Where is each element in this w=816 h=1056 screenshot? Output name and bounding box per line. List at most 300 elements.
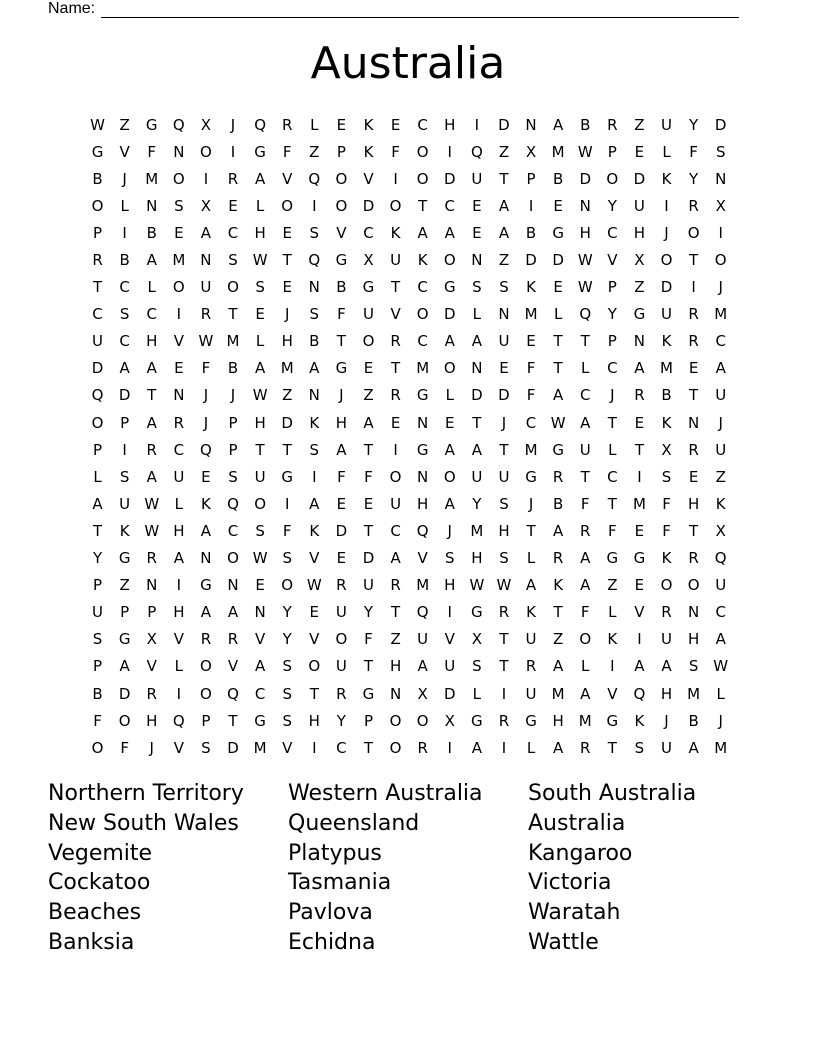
grid-letter: R (498, 711, 510, 730)
grid-letter: Q (227, 494, 239, 513)
grid-letter: H (660, 684, 673, 703)
grid-letter: T (390, 278, 401, 297)
word-list-item: Vegemite (48, 840, 153, 866)
grid-letter: S (282, 657, 292, 676)
grid-letter: B (580, 115, 591, 134)
grid-letter: A (580, 576, 591, 595)
grid-letter: U (661, 630, 672, 649)
grid-letter: K (526, 603, 536, 622)
grid-letter: U (471, 169, 483, 188)
grid-letter: Y (689, 169, 699, 188)
grid-letter: U (715, 576, 727, 595)
grid-letter: R (173, 413, 185, 432)
grid-letter: V (607, 684, 618, 703)
grid-letter: A (553, 521, 564, 540)
grid-letter: S (472, 278, 482, 297)
grid-letter: E (174, 223, 184, 242)
grid-letter: L (553, 305, 563, 324)
grid-letter: Z (634, 278, 645, 297)
word-list-item: Beaches (48, 900, 142, 926)
grid-letter: A (553, 115, 564, 134)
grid-letter: S (309, 223, 320, 242)
grid-letter: E (309, 603, 320, 622)
grid-letter: G (118, 549, 131, 568)
grid-letter: L (147, 278, 156, 297)
grid-letter: B (552, 169, 564, 188)
grid-letter: U (715, 440, 727, 459)
grid-letter: U (525, 684, 537, 703)
grid-letter: O (687, 223, 700, 242)
grid-letter: A (634, 657, 645, 676)
grid-letter: K (363, 115, 374, 134)
grid-letter: A (688, 738, 699, 757)
grid-letter: S (228, 251, 238, 270)
grid-letter: X (417, 684, 428, 703)
grid-letter: R (336, 684, 347, 703)
grid-letter: C (417, 115, 428, 134)
grid-letter: Q (470, 142, 483, 161)
grid-letter: S (255, 521, 265, 540)
grid-letter: C (417, 332, 428, 351)
grid-letter: Q (579, 305, 592, 324)
grid-letter: C (525, 413, 537, 432)
grid-letter: I (312, 467, 317, 486)
grid-letter: P (93, 657, 103, 676)
grid-letter: N (687, 603, 700, 622)
grid-letter: A (417, 657, 428, 676)
grid-letter: P (93, 440, 103, 459)
grid-letter: D (579, 169, 592, 188)
grid-letter: H (146, 711, 158, 730)
grid-letter: L (608, 440, 617, 459)
grid-letter: B (525, 223, 537, 242)
grid-letter: Z (498, 251, 510, 270)
grid-letter: A (661, 657, 672, 676)
grid-letter: E (363, 494, 374, 513)
grid-letter: E (553, 196, 563, 215)
grid-letter: Q (308, 251, 321, 270)
grid-letter: B (661, 386, 672, 405)
grid-letter: V (119, 142, 130, 161)
grid-letter: T (689, 386, 699, 405)
grid-letter: O (443, 359, 456, 378)
grid-letter: N (200, 549, 212, 568)
grid-letter: E (634, 413, 645, 432)
grid-letter: X (200, 196, 212, 215)
grid-letter: E (255, 576, 265, 595)
grid-letter: O (714, 251, 727, 270)
word-list-item: Cockatoo (48, 870, 151, 896)
grid-letter: M (280, 359, 294, 378)
grid-letter: G (362, 278, 375, 297)
grid-letter: E (282, 223, 292, 242)
word-list-item: New South Wales (48, 810, 239, 836)
grid-letter: Y (607, 305, 617, 324)
grid-letter: C (92, 305, 103, 324)
grid-letter: S (445, 549, 455, 568)
grid-letter: H (579, 223, 591, 242)
word-list-item: Victoria (528, 870, 612, 896)
grid-letter: J (718, 278, 723, 297)
grid-letter: U (661, 738, 672, 757)
grid-letter: H (281, 332, 293, 351)
grid-letter: O (172, 169, 185, 188)
grid-letter: I (528, 196, 534, 215)
grid-letter: N (146, 196, 158, 215)
grid-letter: E (499, 359, 509, 378)
grid-letter: C (227, 521, 239, 540)
grid-letter: R (390, 576, 401, 595)
grid-letter: E (553, 278, 563, 297)
grid-letter: X (661, 440, 672, 459)
word-list-item: Queensland (288, 810, 420, 836)
grid-letter: E (228, 196, 238, 215)
grid-letter: D (660, 278, 673, 297)
grid-letter: E (336, 494, 347, 513)
grid-letter: B (309, 332, 320, 351)
grid-letter: Y (607, 196, 617, 215)
grid-letter: O (200, 684, 212, 703)
grid-letter: O (335, 196, 348, 215)
grid-letter: C (146, 305, 157, 324)
grid-letter: F (282, 142, 292, 161)
grid-letter: R (525, 657, 537, 676)
grid-letter: U (498, 332, 510, 351)
grid-letter: T (634, 440, 644, 459)
grid-letter: Y (472, 494, 482, 513)
grid-letter: I (691, 278, 696, 297)
grid-letter: U (661, 305, 672, 324)
grid-letter: X (715, 521, 726, 540)
grid-letter: Q (91, 386, 104, 405)
grid-letter: T (92, 521, 103, 540)
grid-letter: A (498, 196, 510, 215)
grid-letter: F (120, 738, 129, 757)
word-list-item: Banksia (48, 929, 135, 955)
grid-letter: A (173, 549, 184, 568)
grid-letter: H (173, 603, 185, 622)
grid-letter: B (688, 711, 699, 730)
grid-letter: A (92, 494, 103, 513)
grid-letter: T (418, 196, 428, 215)
grid-letter: H (254, 223, 266, 242)
grid-letter: N (254, 603, 266, 622)
grid-letter: E (201, 467, 211, 486)
grid-letter: A (119, 657, 130, 676)
grid-letter: Y (92, 549, 103, 568)
grid-letter: A (444, 223, 455, 242)
grid-letter: G (633, 305, 646, 324)
grid-letter: E (282, 278, 292, 297)
grid-letter: V (363, 169, 374, 188)
grid-letter: R (281, 115, 293, 134)
grid-letter: W (252, 386, 268, 405)
grid-letter: G (525, 467, 537, 486)
grid-letter: G (118, 630, 131, 649)
grid-letter: F (608, 521, 617, 540)
grid-letter: D (498, 115, 510, 134)
grid-letter: H (389, 657, 402, 676)
grid-letter: J (203, 413, 209, 432)
grid-letter: P (147, 603, 157, 622)
word-list-item: Australia (528, 810, 626, 836)
grid-letter: C (254, 684, 266, 703)
grid-letter: I (122, 440, 127, 459)
grid-letter: R (552, 467, 564, 486)
grid-letter: O (416, 305, 429, 324)
grid-letter: I (176, 576, 182, 595)
grid-letter: N (471, 251, 483, 270)
grid-letter: R (417, 738, 428, 757)
grid-letter: P (336, 142, 346, 161)
grid-letter: O (281, 196, 294, 215)
grid-letter: R (580, 738, 591, 757)
grid-letter: T (689, 251, 699, 270)
grid-letter: W (90, 115, 105, 134)
grid-letter: X (634, 251, 645, 270)
grid-letter: U (119, 494, 131, 513)
grid-letter: O (389, 738, 402, 757)
grid-letter: H (335, 413, 348, 432)
grid-letter: H (498, 521, 510, 540)
grid-letter: P (120, 603, 130, 622)
grid-letter: H (687, 630, 700, 649)
grid-letter: O (172, 278, 185, 297)
grid-letter: U (362, 576, 374, 595)
grid-letter: U (525, 630, 537, 649)
grid-letter: Q (172, 115, 185, 134)
grid-letter: M (524, 440, 538, 459)
grid-letter: V (607, 251, 618, 270)
grid-letter: R (227, 169, 239, 188)
grid-letter: G (200, 576, 212, 595)
grid-letter: E (688, 467, 699, 486)
grid-letter: W (306, 576, 322, 595)
grid-letter: R (661, 603, 672, 622)
grid-letter: N (173, 386, 185, 405)
grid-letter: R (688, 440, 699, 459)
name-label: Name: (48, 0, 96, 17)
grid-letter: Z (715, 467, 726, 486)
grid-letter: E (526, 332, 536, 351)
grid-letter: K (201, 494, 211, 513)
grid-letter: A (634, 359, 645, 378)
grid-letter: H (254, 413, 266, 432)
grid-letter: E (255, 305, 265, 324)
grid-letter: T (553, 332, 563, 351)
grid-letter: O (416, 711, 429, 730)
grid-letter: Z (553, 630, 564, 649)
grid-letter: Q (200, 440, 212, 459)
grid-letter: T (363, 738, 374, 757)
grid-letter: O (200, 657, 212, 676)
grid-letter: O (91, 738, 104, 757)
grid-letter: S (119, 305, 130, 324)
grid-letter: V (227, 657, 239, 676)
grid-letter: F (662, 494, 671, 513)
grid-letter: K (607, 630, 618, 649)
grid-letter: R (336, 576, 347, 595)
grid-letter: A (553, 657, 564, 676)
grid-letter: F (391, 142, 400, 161)
grid-letter: R (688, 196, 699, 215)
grid-letter: A (227, 603, 239, 622)
grid-letter: S (634, 738, 645, 757)
grid-letter: T (228, 305, 238, 324)
grid-letter: L (581, 657, 590, 676)
grid-letter: P (607, 332, 617, 351)
grid-letter: X (146, 630, 157, 649)
grid-letter: E (336, 115, 347, 134)
grid-letter: K (417, 251, 428, 270)
grid-letter: I (718, 223, 723, 242)
grid-letter: G (606, 711, 619, 730)
grid-letter: J (122, 169, 127, 188)
grid-letter: Z (119, 576, 130, 595)
grid-letter: W (577, 251, 593, 270)
grid-letter: O (91, 413, 104, 432)
grid-letter: A (525, 576, 537, 595)
word-list-item: Tasmania (288, 870, 392, 896)
grid-letter: G (471, 711, 483, 730)
grid-letter: V (444, 630, 455, 649)
grid-letter: G (443, 278, 456, 297)
grid-letter: A (715, 630, 726, 649)
grid-letter: K (553, 576, 564, 595)
grid-letter: B (336, 278, 347, 297)
grid-letter: T (499, 440, 509, 459)
grid-letter: O (118, 711, 131, 730)
grid-letter: M (551, 684, 565, 703)
grid-letter: A (254, 359, 266, 378)
grid-letter: S (688, 657, 699, 676)
grid-letter: K (661, 169, 672, 188)
grid-letter: P (228, 440, 238, 459)
grid-letter: A (580, 413, 591, 432)
grid-letter: U (715, 386, 727, 405)
grid-letter: G (633, 549, 646, 568)
grid-letter: T (228, 711, 238, 730)
grid-letter: L (716, 684, 725, 703)
grid-letter: G (552, 440, 564, 459)
grid-letter: I (122, 223, 127, 242)
grid-letter: L (662, 142, 671, 161)
grid-letter: F (93, 711, 102, 730)
grid-letter: F (526, 386, 536, 405)
grid-letter: D (281, 413, 293, 432)
grid-letter: J (501, 413, 507, 432)
word-list-item: Platypus (288, 840, 382, 866)
grid-letter: G (416, 440, 429, 459)
grid-letter: O (443, 467, 456, 486)
grid-letter: N (498, 305, 510, 324)
grid-letter: A (200, 223, 212, 242)
grid-letter: Q (416, 603, 429, 622)
grid-letter: Q (172, 711, 185, 730)
grid-letter: A (200, 603, 212, 622)
grid-letter: T (363, 657, 374, 676)
grid-letter: O (308, 657, 321, 676)
grid-letter: F (282, 521, 292, 540)
grid-letter: I (393, 169, 398, 188)
grid-letter: S (499, 494, 509, 513)
grid-letter: P (228, 413, 238, 432)
word-list-item: Kangaroo (528, 840, 633, 866)
grid-letter: L (255, 332, 265, 351)
grid-letter: N (633, 332, 646, 351)
grid-letter: U (254, 467, 266, 486)
grid-letter: I (501, 738, 507, 757)
grid-letter: Y (282, 603, 292, 622)
grid-letter: Z (282, 386, 293, 405)
grid-letter: R (146, 440, 157, 459)
grid-letter: R (607, 115, 618, 134)
grid-letter: W (577, 278, 593, 297)
grid-letter: I (312, 738, 317, 757)
grid-letter: M (470, 521, 484, 540)
grid-letter: C (227, 223, 239, 242)
grid-letter: A (444, 494, 455, 513)
grid-letter: M (660, 359, 673, 378)
grid-letter: D (498, 386, 510, 405)
grid-letter: A (580, 684, 591, 703)
grid-letter: L (255, 196, 265, 215)
grid-letter: W (469, 576, 485, 595)
grid-letter: I (176, 684, 182, 703)
grid-letter: O (416, 169, 429, 188)
grid-letter: O (389, 467, 402, 486)
grid-letter: T (607, 738, 617, 757)
grid-letter: S (282, 684, 292, 703)
grid-letter: T (580, 332, 590, 351)
grid-letter: U (200, 278, 212, 297)
grid-letter: K (661, 549, 672, 568)
grid-letter: B (552, 494, 564, 513)
grid-letter: V (309, 549, 320, 568)
grid-letter: J (528, 494, 534, 513)
grid-letter: X (715, 196, 726, 215)
grid-letter: S (499, 278, 509, 297)
grid-letter: E (634, 576, 645, 595)
word-list-item: Wattle (528, 929, 599, 955)
grid-letter: L (472, 684, 482, 703)
grid-letter: M (687, 684, 701, 703)
grid-letter: N (389, 684, 402, 703)
grid-letter: A (309, 359, 320, 378)
grid-letter: E (445, 413, 455, 432)
grid-letter: G (416, 386, 429, 405)
grid-letter: T (390, 359, 401, 378)
grid-letter: F (580, 494, 590, 513)
grid-letter: U (471, 467, 483, 486)
grid-letter: N (146, 576, 158, 595)
grid-letter: F (337, 305, 346, 324)
grid-letter: G (606, 549, 619, 568)
grid-letter: T (526, 521, 536, 540)
grid-letter: A (553, 386, 564, 405)
grid-letter: A (471, 440, 482, 459)
grid-letter: Z (607, 576, 618, 595)
grid-letter: T (255, 440, 265, 459)
grid-letter: S (255, 278, 265, 297)
grid-letter: R (390, 332, 401, 351)
grid-letter: G (552, 223, 564, 242)
grid-letter: O (335, 630, 348, 649)
grid-letter: F (580, 603, 590, 622)
grid-letter: N (308, 278, 320, 297)
grid-letter: R (498, 603, 510, 622)
grid-letter: X (200, 115, 212, 134)
